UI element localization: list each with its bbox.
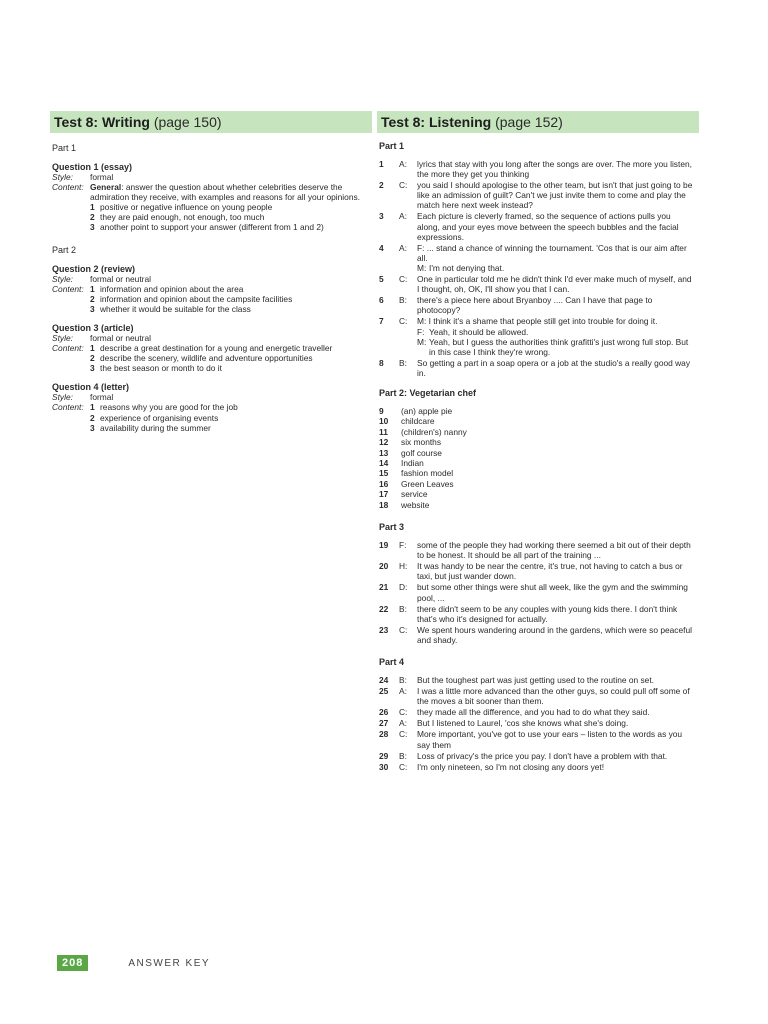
content-item: 2 describe the scenery, wildlife and adventure opportunities bbox=[90, 353, 313, 364]
question-3: Question 3 (article) Style: formal or neutral Content: 1 describe a great destination for a young and energetic traveller 2 describe the scenery, wildlife and adventure opportunities 3 the best season or month to do it bbox=[52, 323, 370, 373]
content-item: 2 experience of organising events bbox=[90, 412, 219, 423]
answer-item: 28 C: More important, you've got to use your ears – listen to the words as you say them bbox=[379, 729, 683, 750]
answer-item: 15 fashion model bbox=[379, 468, 454, 479]
answer-item: 26 C: they made all the difference, and you had to do what they said. bbox=[379, 707, 650, 718]
answer-item: 27 A: But I listened to Laurel, 'cos she knows what she's doing. bbox=[379, 718, 629, 729]
writing-heading: Test 8: Writing (page 150) bbox=[50, 111, 372, 133]
content-item: Content: 1 reasons why you are good for the job bbox=[52, 402, 238, 413]
answer-item: 2 C: you said I should apologise to the other team, but isn't that just going to be like an admission of guilt? Can't we just invite them to come and play the match here next week instead? bbox=[379, 180, 693, 211]
q3-items bbox=[52, 343, 370, 373]
answer-item: 21 D: but some other things were shut all week, like the gym and the swimming pool, ... bbox=[379, 582, 688, 603]
answer-item: 11 (children's) nanny bbox=[379, 426, 467, 437]
writing-column bbox=[52, 111, 370, 433]
answer-item: 23 C: We spent hours wandering around in the gardens, which were so peaceful and shady. bbox=[379, 624, 692, 645]
answer-item: 19 F: some of the people they had working there seemed a bit out of their depth to be honest. It should be all part of the training ... bbox=[379, 540, 691, 561]
answer-item: 3 A: Each picture is cleverly framed, so the sequence of actions pulls you along, and your eyes move between the speech bubbles and the facial expressions. bbox=[379, 211, 679, 242]
content-item: 3 availability during the summer bbox=[90, 422, 211, 433]
answer-item: 20 H: It was handy to be near the centre, it's true, not having to catch a bus or taxi, but just wander down. bbox=[379, 561, 683, 582]
listening-column bbox=[379, 111, 695, 773]
listening-part2-heading: Part 2: Vegetarian chef bbox=[379, 387, 477, 398]
content-item: 3 the best season or month to do it bbox=[90, 363, 222, 374]
answer-item: 4 A: F: ... stand a chance of winning the tournament. 'Cos that is our aim after all. M: I'm not denying that. bbox=[379, 242, 687, 273]
question-1: Question 1 (essay) Style: formal Content: General: answer the question about whether celebrities deserve the admiration they receive, with examples and reasons for all your opinions. 1 positive or negative influence on young people 2 they are paid enough, not enough, too much 3 another point to support your answer (different from 1 and 2) bbox=[52, 162, 370, 233]
content-item: 2 information and opinion about the campsite facilities bbox=[90, 293, 293, 304]
content-item: Content: 1 information and opinion about the area bbox=[52, 283, 244, 294]
answer-item: 17 service bbox=[379, 489, 428, 500]
answer-item: 18 website bbox=[379, 499, 430, 510]
answer-key-label: ANSWER KEY bbox=[128, 957, 211, 969]
listening-part1-list bbox=[379, 159, 695, 378]
page-number: 208 bbox=[57, 955, 88, 971]
answer-item: 16 Green Leaves bbox=[379, 478, 454, 489]
answer-item: 7 C: M: I think it's a shame that people still get into trouble for doing it. F: Yeah, it should be allowed. M: Yeah, but I guess the authorities think grafitti's just wrong full stop. But in this case I think they're wrong. bbox=[379, 316, 689, 357]
answer-item: 5 C: One in particular told me he didn't think I'd ever make much of myself, and I thought, oh, OK, I'll show you that I can. bbox=[379, 274, 692, 295]
content-item: 3 whether it would be suitable for the class bbox=[90, 303, 251, 314]
listening-part4-list bbox=[379, 675, 695, 772]
answer-item: 30 C: I'm only nineteen, so I'm not closing any doors yet! bbox=[379, 761, 605, 772]
answer-item: 24 B: But the toughest part was just getting used to the routine on set. bbox=[379, 674, 654, 685]
question-2: Question 2 (review) Style: formal or neutral Content: 1 information and opinion about the area 2 information and opinion about the campsite facilities 3 whether it would be suitable for the class bbox=[52, 264, 370, 314]
writing-part1-heading: Part 1 bbox=[52, 143, 77, 153]
listening-part2-list bbox=[379, 406, 695, 510]
answer-item: 29 B: Loss of privacy's the price you pay. I don't have a problem with that. bbox=[379, 750, 668, 761]
listening-part3-list bbox=[379, 540, 695, 645]
writing-part2-heading: Part 2 bbox=[52, 244, 77, 255]
page-footer bbox=[57, 955, 210, 971]
content-item: 1 positive or negative influence on young people bbox=[90, 202, 273, 213]
answer-item: 9 (an) apple pie bbox=[379, 405, 453, 416]
answer-item: 22 B: there didn't seem to be any couples with young kids there. I don't think that's who it's designed for actually. bbox=[379, 603, 678, 624]
answer-item: 8 B: So getting a part in a soap opera or a job at the studio's a really good way in. bbox=[379, 357, 691, 378]
content-item: 2 they are paid enough, not enough, too much bbox=[90, 212, 265, 223]
listening-part4-heading: Part 4 bbox=[379, 656, 405, 667]
listening-part1-heading: Part 1 bbox=[379, 141, 405, 151]
answer-item: 13 golf course bbox=[379, 447, 442, 458]
answer-item: 14 Indian bbox=[379, 458, 424, 468]
answer-item: 10 childcare bbox=[379, 416, 435, 427]
listening-part3-heading: Part 3 bbox=[379, 522, 405, 533]
q1-items bbox=[52, 202, 370, 232]
content-item: 3 another point to support your answer (different from 1 and 2) bbox=[90, 222, 324, 233]
listening-heading: Test 8: Listening (page 152) bbox=[377, 111, 699, 133]
answer-item: 6 B: there's a piece here about Bryanboy .... Can I have that page to photocopy? bbox=[379, 295, 653, 316]
answer-item: 1 A: lyrics that stay with you long after the songs are over. The more you listen, the more they get you thinking bbox=[379, 159, 692, 180]
answer-item: 25 A: I was a little more advanced than the other guys, so could pull off some of the moves a bit sooner than them. bbox=[379, 686, 690, 707]
content-item: Content: 1 describe a great destination for a young and energetic traveller bbox=[52, 343, 333, 354]
question-4: Question 4 (letter) Style: formal Content: 1 reasons why you are good for the job 2 experience of organising events 3 availability during the summer bbox=[52, 382, 370, 432]
answer-item: 12 six months bbox=[379, 437, 442, 448]
q4-items bbox=[52, 402, 370, 432]
q2-items bbox=[52, 284, 370, 314]
